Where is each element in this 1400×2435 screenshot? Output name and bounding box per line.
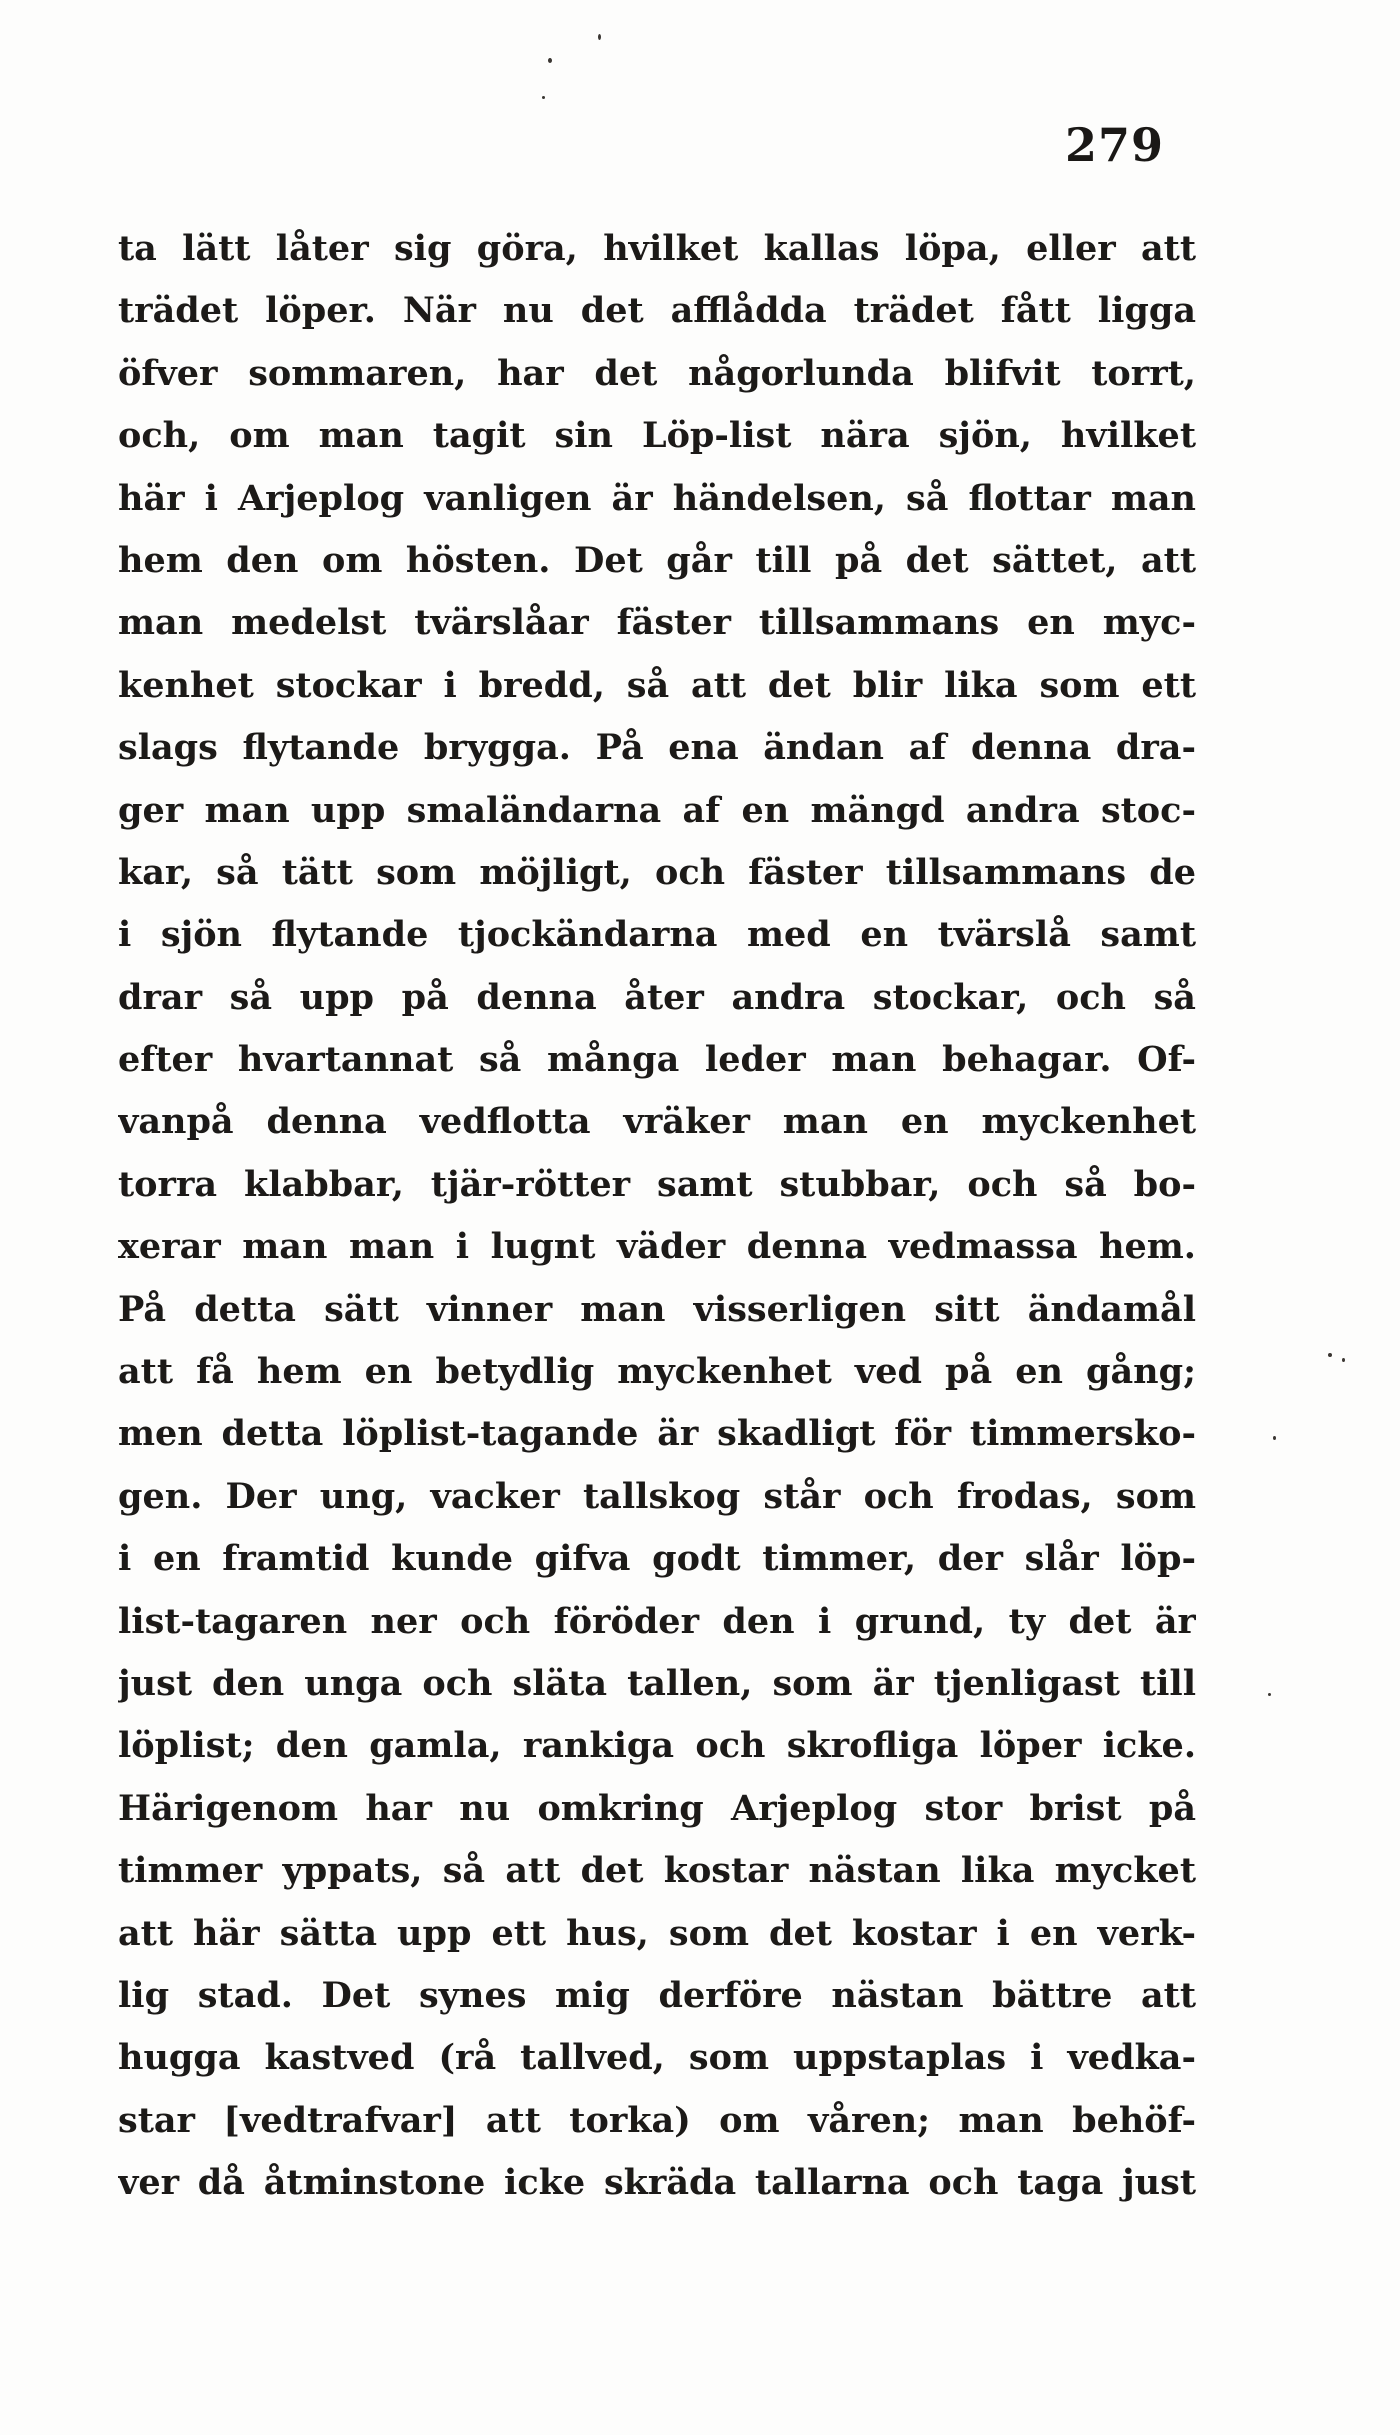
text-line: star [vedtrafvar] att torka) om våren; man behöf- (118, 2099, 1196, 2141)
text-line: list-tagaren ner och föröder den i grund, ty det är (118, 1600, 1196, 1642)
scan-speck (1342, 1358, 1345, 1362)
text-line: På detta sätt vinner man visserligen sitt ändamål (118, 1288, 1196, 1330)
text-line: hugga kastved (rå tallved, som uppstaplas i vedka- (118, 2037, 1196, 2079)
body-text (118, 218, 1196, 2215)
text-line: men detta löplist-tagande är skadligt för timmersko- (118, 1413, 1196, 1455)
text-line: gen. Der ung, vacker tallskog står och frodas, som (118, 1475, 1196, 1517)
text-line: Härigenom har nu omkring Arjeplog stor brist på (118, 1787, 1196, 1829)
scan-speck (1268, 1693, 1271, 1696)
text-line: timmer yppats, så att det kostar nästan lika mycket (118, 1850, 1196, 1892)
text-line: kenhet stockar i bredd, så att det blir lika som ett (118, 664, 1196, 706)
scan-speck (598, 34, 601, 40)
text-line: trädet löper. När nu det afflådda trädet fått ligga (118, 290, 1196, 332)
text-line: ger man upp smaländarna af en mängd andra stoc- (118, 789, 1196, 831)
text-line: att här sätta upp ett hus, som det kostar i en verk- (118, 1912, 1196, 1954)
text-line: hem den om hösten. Det går till på det sättet, att (118, 539, 1196, 581)
page-number: 279 (1065, 118, 1165, 172)
text-line: vanpå denna vedflotta vräker man en myckenhet (118, 1101, 1196, 1143)
text-line: just den unga och släta tallen, som är tjenligast till (118, 1662, 1196, 1704)
text-line: öfver sommaren, har det någorlunda blifvit torrt, (118, 352, 1196, 394)
text-line: man medelst tvärslåar fäster tillsammans en myc- (118, 602, 1196, 644)
scan-speck (548, 58, 552, 63)
text-line: ver då åtminstone icke skräda tallarna och taga just (118, 2162, 1196, 2204)
text-line: här i Arjeplog vanligen är händelsen, så flottar man (118, 477, 1196, 519)
text-line: i sjön flytande tjockändarna med en tvärslå samt (118, 914, 1196, 956)
scan-speck (1273, 1436, 1276, 1440)
text-line: i en framtid kunde gifva godt timmer, der slår löp- (118, 1538, 1196, 1580)
text-line: ta lätt låter sig göra, hvilket kallas löpa, eller att (118, 228, 1196, 269)
text-line: och, om man tagit sin Löp-list nära sjön, hvilket (118, 415, 1196, 457)
text-line: xerar man man i lugnt väder denna vedmassa hem. (118, 1226, 1196, 1268)
text-line: att få hem en betydlig myckenhet ved på en gång; (118, 1351, 1196, 1393)
text-line: lig stad. Det synes mig derföre nästan bättre att (118, 1974, 1196, 2016)
text-line: torra klabbar, tjär-rötter samt stubbar, och så bo- (118, 1163, 1196, 1205)
text-line: efter hvartannat så många leder man behagar. Of- (118, 1039, 1196, 1081)
scan-speck (542, 96, 545, 99)
scan-speck (1328, 1353, 1332, 1357)
text-line: kar, så tätt som möjligt, och fäster tillsammans de (118, 851, 1196, 893)
text-line: löplist; den gamla, rankiga och skrofliga löper icke. (118, 1725, 1196, 1767)
text-line: slags flytande brygga. På ena ändan af denna dra- (118, 727, 1196, 769)
text-line: drar så upp på denna åter andra stockar, och så (118, 976, 1196, 1018)
